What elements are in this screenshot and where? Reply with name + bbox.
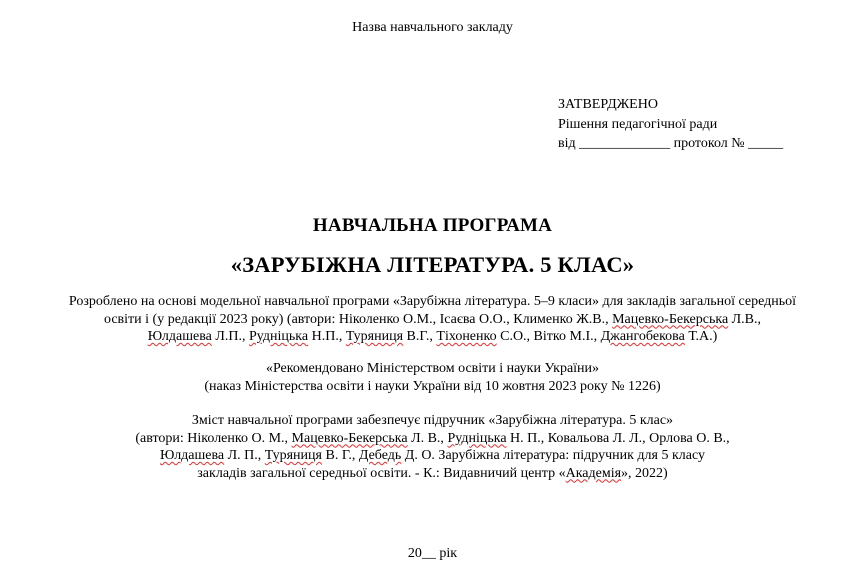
publisher-year: », 2022) (621, 465, 668, 481)
author-name-misspelled: Мацевко-Бекерська (291, 430, 408, 446)
textbook-line-4 (0, 465, 865, 483)
institution-name: Назва навчального закладу (352, 20, 513, 35)
textbook-authors-text: (автори: Ніколенко О. М., (135, 430, 292, 446)
author-name-misspelled: Джангобекова (600, 329, 685, 344)
author-initials: Л. П., (224, 448, 265, 463)
publisher-text: закладів загальної середньої освіти. - К.: Видавничий центр « (197, 465, 566, 481)
basis-line-1: Розроблено на основі модельної навчальної програми «Зарубіжна література. 5–9 класи» для закладів загальної середньої (68, 294, 797, 309)
textbook-line-1: Зміст навчальної програми забезпечує підручник «Зарубіжна література. 5 клас» (191, 413, 674, 428)
recommendation-paragraph (0, 360, 865, 395)
author-name-misspelled: Мацевко-Бекерська (612, 311, 729, 327)
textbook-paragraph (0, 412, 865, 482)
author-name-misspelled: Рудніцька (447, 430, 507, 446)
author-name-misspelled: Туряниця (345, 329, 404, 344)
approval-heading: ЗАТВЕРДЖЕНО (558, 97, 658, 112)
approval-date-protocol: від _____________ протокол № _____ (558, 136, 784, 151)
basis-paragraph (0, 293, 865, 346)
basis-line-2-text-end: Л.В., (728, 311, 762, 327)
basis-line-3 (0, 328, 865, 346)
textbook-line-2 (0, 430, 865, 448)
author-initials: Л. В., (407, 430, 448, 446)
publisher-name-misspelled: Академія (565, 465, 622, 481)
author-name-misspelled: Юлдашева (147, 329, 212, 344)
author-name-misspelled: Рудніцька (249, 329, 309, 344)
author-initials: Т.А.) (684, 329, 718, 344)
author-initials: Н.П., (308, 329, 346, 344)
author-initials: В.Г., (403, 329, 437, 344)
author-name-misspelled: Юлдашева (159, 448, 225, 463)
textbook-title-text: Д. О. Зарубіжна література: підручник для 5 класу (401, 448, 705, 463)
author-initials: В. Г., (321, 448, 359, 463)
recommendation-line-2: (наказ Міністерства освіти і науки України від 10 жовтня 2023 року № 1226) (204, 378, 661, 394)
author-name-misspelled: Дебедь (358, 448, 402, 463)
basis-line-2-text: освіти і (у редакції 2023 року) (автори: Ніколенко О.М., Ісаєва О.О., Клименко Ж.В., (103, 311, 613, 327)
textbook-line-3 (0, 447, 865, 465)
recommendation-line-1: «Рекомендовано Міністерством освіти і науки України» (265, 361, 600, 376)
author-initials: Н. П., Ковальова Л. Л., Орлова О. В., (506, 430, 730, 446)
author-initials: С.О., Вітко М.І., (496, 329, 601, 344)
year-line: 20__ рік (407, 546, 458, 561)
author-name-misspelled: Тіхоненко (436, 329, 497, 344)
author-name-misspelled: Туряниця (264, 448, 322, 463)
approval-decision: Рішення педагогічної ради (558, 116, 718, 132)
program-subject-title: «ЗАРУБІЖНА ЛІТЕРАТУРА. 5 КЛАС» (230, 252, 635, 277)
basis-line-2 (0, 311, 865, 329)
program-title: НАВЧАЛЬНА ПРОГРАМА (312, 215, 553, 236)
approval-block (558, 95, 783, 154)
author-initials: Л.П., (211, 329, 249, 344)
